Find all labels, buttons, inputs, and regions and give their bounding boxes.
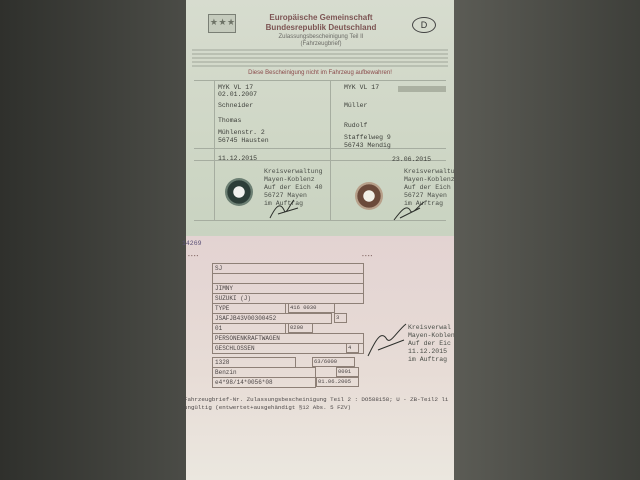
registration-certificate <box>182 0 455 480</box>
field-weight: 63/6000 <box>312 357 355 367</box>
stamp-left: Kreisverwaltung Mayen-Koblenz Auf der Eich 40 56727 Mayen im Auftrag <box>264 168 323 207</box>
field-fuel: Benzin <box>212 367 316 378</box>
field-vin: JSAFJB43V00300452 <box>212 313 332 324</box>
footer-line-1: Fahrzeugbrief-Nr. Zulassungsbescheinigung Teil 2 : DO588158; U - ZB-Teil2 li <box>184 396 449 403</box>
section-label: ▪ ▪ ▪ ▪ <box>188 253 199 258</box>
field-model: SUZUKI (J) <box>212 293 364 304</box>
field-body: PERSONENKRAFTWAGEN <box>212 333 364 344</box>
footer-line-2: ungültig (entwertet+ausgehändigt §12 Abs. 5 FZV) <box>184 404 351 411</box>
field-body-detail: GESCHLOSSEN <box>212 343 364 354</box>
header-title-3: Zulassungsbescheinigung Teil II <box>278 34 364 40</box>
field-code: SJ <box>212 263 364 274</box>
table-rule <box>214 80 215 220</box>
official-seal-icon <box>355 182 383 210</box>
header-title-4: (Fahrzeugbrief) <box>300 41 342 47</box>
fine-print-line <box>192 49 448 51</box>
table-rule <box>330 80 331 220</box>
field-displacement: 1328 <box>212 357 296 368</box>
header-title-2: Bundesrepublik Deutschland <box>265 23 377 32</box>
field-make: JIMNY <box>212 283 364 294</box>
eu-flag-icon: ★ ★ ★ <box>208 14 236 33</box>
previous-first-name: Thomas <box>218 117 242 124</box>
table-rule <box>194 80 446 81</box>
stamp-bottom: Kreisverwal Mayen-Koblen Auf der Eic 11.12.2015 im Auftrag <box>408 324 455 363</box>
current-first-name: Rudolf <box>344 122 368 129</box>
official-seal-icon <box>225 178 253 206</box>
current-city: 56743 Mendig <box>344 142 391 149</box>
signature-left-icon <box>268 196 302 222</box>
previous-registration-date: 11.12.2015 <box>218 155 258 162</box>
country-code-badge: D <box>412 17 436 33</box>
field-check-digit: 3 <box>334 313 347 323</box>
previous-street: Mühlenstr. 2 <box>218 129 265 136</box>
warning-banner: Diese Bescheinigung nicht im Fahrzeug aufbewahren! <box>248 70 392 76</box>
current-street: Staffelweg 9 <box>344 134 391 141</box>
current-plate: MYK VL 17 <box>344 84 380 91</box>
section-label: ▪ ▪ ▪ ▪ <box>362 253 373 258</box>
shaded-field <box>398 86 446 92</box>
fine-print-line <box>192 57 448 59</box>
field-approval: e4*98/14*0056*08 <box>212 377 316 388</box>
fine-print-line <box>192 61 448 63</box>
fine-print-line <box>192 65 448 67</box>
current-surname: Müller <box>344 102 368 109</box>
previous-surname: Schneider <box>218 102 254 109</box>
field-type-code: 416 0030 <box>288 303 335 313</box>
field-category-code: 0200 <box>288 323 313 333</box>
signature-right-icon <box>392 200 426 224</box>
field-type: TYPE <box>212 303 286 314</box>
field-seats: 4 <box>346 343 359 353</box>
previous-date: 02.01.2007 <box>218 91 258 98</box>
table-rule <box>194 148 446 149</box>
previous-plate: MYK VL 17 <box>218 84 254 91</box>
field-approval-date: 01.06.2005 <box>316 377 359 387</box>
signature-bottom-icon <box>364 320 410 360</box>
field-fuel-code: 0001 <box>336 367 359 377</box>
header-title-1: Europäische Gemeinschaft <box>269 13 373 22</box>
document-number: 14269 <box>182 240 202 247</box>
stamp-right: Kreisverwaltu Mayen-Koblenz Auf der Eich 56727 Mayen im Auftrag <box>404 168 455 207</box>
current-registration-date: 23.06.2015 <box>392 156 432 163</box>
fine-print-line <box>192 53 448 55</box>
previous-city: 56745 Hausten <box>218 137 269 144</box>
field-category: 01 <box>212 323 286 334</box>
